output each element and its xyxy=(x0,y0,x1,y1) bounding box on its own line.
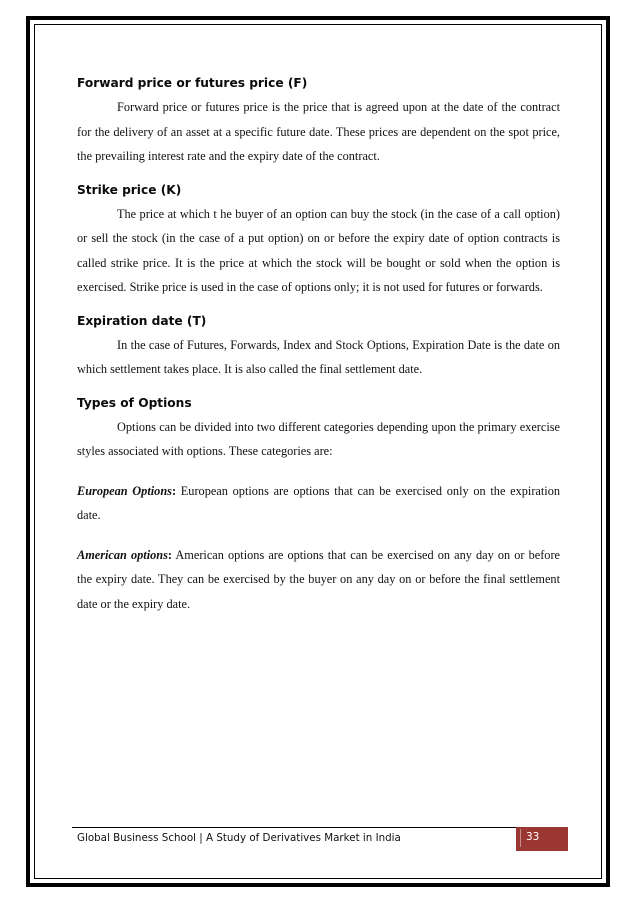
section-body: In the case of Futures, Forwards, Index and Stock Options, Expiration Date is the date on which settlement takes place. It is also called the final settlement date. xyxy=(77,337,560,376)
page-number: 33 xyxy=(526,831,540,843)
section-body: Forward price or futures price is the price that is agreed upon at the date of the contract for the delivery of an asset at a specific future date. These prices are dependent on the spot price, the prevailing interest rate and the expiry date of the contract. xyxy=(77,100,560,163)
term-colon: : xyxy=(167,547,172,562)
footer-divider xyxy=(72,827,516,828)
section-heading: Types of Options xyxy=(77,395,192,410)
page-number-divider xyxy=(520,829,521,847)
european-options-paragraph: European Options: European options are options that can be exercised only on the expiration date. xyxy=(77,483,561,522)
section-heading: Strike price (K) xyxy=(77,182,182,197)
section-forward-price xyxy=(77,74,560,169)
section-strike-price xyxy=(77,181,560,300)
page-number-box xyxy=(516,827,568,851)
section-body: Options can be divided into two different categories depending upon the primary exercise styles associated with options. These categories are: xyxy=(77,419,560,458)
european-options-term: European Options xyxy=(77,483,172,498)
section-heading: Expiration date (T) xyxy=(77,313,207,328)
page-content xyxy=(77,74,560,616)
section-heading: Forward price or futures price (F) xyxy=(77,76,308,90)
term-colon: : xyxy=(171,483,177,498)
section-expiration-date xyxy=(77,312,560,382)
section-body: The price at which t he buyer of an option can buy the stock (in the case of a call option) or sell the stock (in the case of a put option) on or before the expiry date of option contracts is called strike price. It is the price at which the stock will be bought or sold when the option is exercised. Strike price is used in the case of options only; it is not used for futures or forwards. xyxy=(77,206,560,294)
american-options-term: American options xyxy=(77,547,168,562)
footer-text: Global Business School | A Study of Derivatives Market in India xyxy=(77,832,401,844)
section-types-of-options xyxy=(77,394,560,464)
american-options-paragraph: American options: American options are options that can be exercised on any day on or before the expiry date. They can be exercised by the buyer on any day on or before the final settlement date or the expiry date. xyxy=(77,547,560,611)
